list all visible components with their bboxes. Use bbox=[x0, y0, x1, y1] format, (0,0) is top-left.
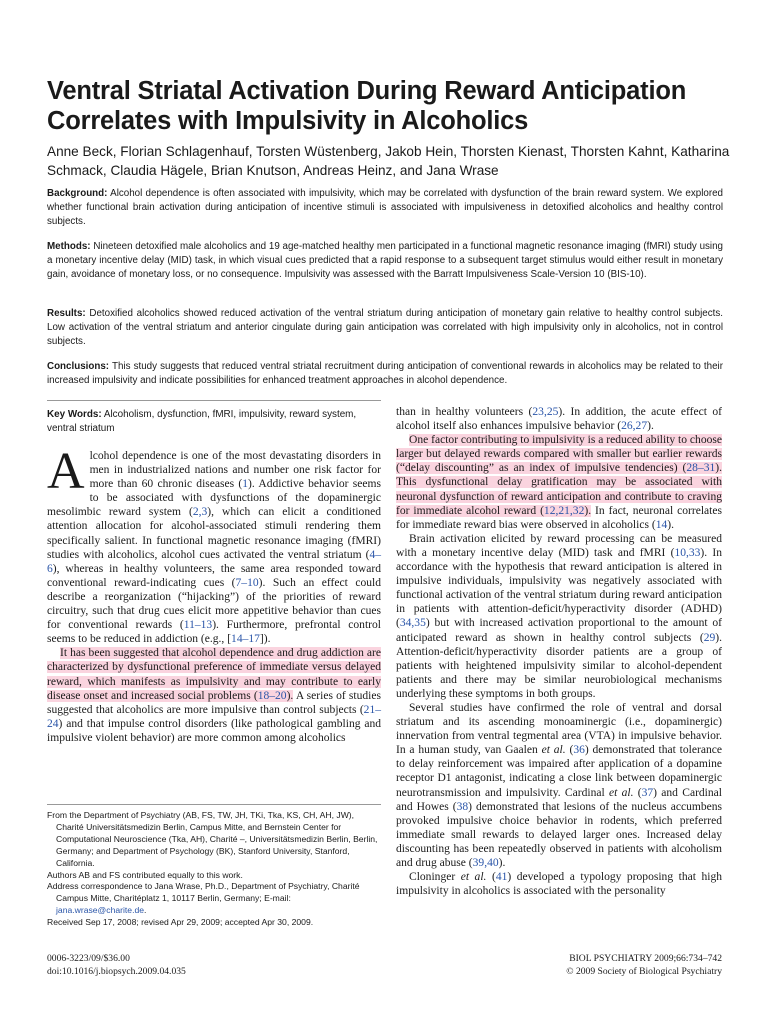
citation-link[interactable]: 28–31 bbox=[686, 462, 716, 475]
text-run: than in healthy volunteers ( bbox=[396, 406, 533, 418]
keywords bbox=[47, 408, 381, 436]
footer-left bbox=[47, 952, 186, 978]
citation-link[interactable]: 14–17 bbox=[231, 633, 260, 646]
abstract-label: Methods: bbox=[47, 241, 91, 252]
citation-link[interactable]: 26,27 bbox=[621, 420, 648, 433]
text-run: A series of studies suggested that alcoholics are more impulsive than control subjects ( bbox=[47, 689, 381, 716]
citation-link[interactable]: 21–24 bbox=[47, 703, 381, 730]
text-run: ), whereas in healthy volunteers, the same area responded toward conventional reward-indicating cues ( bbox=[47, 562, 381, 589]
citation-link[interactable]: 11–13 bbox=[183, 619, 213, 632]
text-run: One factor contributing to impulsivity is a reduced ability to choose larger but delayed rewards compared with smaller but earlier rewards (“delay discounting” as an index of impulsive tendencies) ( bbox=[396, 434, 722, 475]
keywords-divider bbox=[47, 400, 381, 401]
abstract-label: Conclusions: bbox=[47, 361, 110, 372]
text-run: ). bbox=[498, 857, 506, 869]
text-run: ). This dysfunctional delay gratification may be associated with neuronal dysfunction of reward anticipation and contribute to craving for immediate alcohol reward ( bbox=[396, 462, 722, 517]
text-run: In fact, neuronal correlates for immediate reward bias were observed in alcoholics ( bbox=[396, 504, 722, 531]
body-left-column bbox=[47, 443, 381, 745]
citation-link[interactable]: 14 bbox=[655, 518, 668, 531]
footer-right bbox=[566, 952, 722, 978]
abstract-methods bbox=[47, 240, 723, 282]
text-run: et al. bbox=[608, 786, 634, 799]
citation-link[interactable]: 37 bbox=[641, 786, 654, 799]
citation-link[interactable]: 4–6 bbox=[47, 548, 381, 575]
text-run: ( bbox=[486, 871, 496, 884]
text-run: ( bbox=[565, 744, 574, 757]
paragraph bbox=[396, 701, 722, 870]
abstract-text: Nineteen detoxified male alcoholics and 19 age-matched healthy men participated in a functional magnetic resonance imaging (fMRI) study using a monetary incentive delay (MID) task, in which visual cues predicted that a rapid response to a subsequent target stimulus would either result in monetary gain, avoidance of monetary loss, or no consequence. Impulsivity was assessed with the Barratt Impulsiveness Scale-Version 10 (BIS-10). bbox=[47, 241, 723, 280]
text-run: et al. bbox=[541, 744, 566, 757]
text-run: ). Such an effect could describe a reorganization (“hijacking”) of the priorities of reward circuitry, such that drug cues elicit more appetitive behavior than cues for conventional rewards ( bbox=[47, 576, 381, 632]
keywords-label: Key Words: bbox=[47, 409, 102, 420]
received-dates: Received Sep 17, 2008; revised Apr 29, 2009; accepted Apr 30, 2009. bbox=[47, 917, 314, 928]
paragraph bbox=[396, 870, 722, 898]
citation-link[interactable]: 10,33 bbox=[674, 546, 701, 559]
correspondence-end: . bbox=[144, 905, 147, 916]
article-title: Ventral Striatal Activation During Reward Anticipation Correlates with Impulsivity in Alcoholics bbox=[47, 77, 687, 135]
text-run: ), which can elicit a conditioned attention allocation for alcohol-associated stimuli rendering them specifically salient. In functional magnetic resonance imaging (fMRI) studies with alcoholics, alcohol cues activated the ventral striatum ( bbox=[47, 506, 381, 561]
citation-link[interactable]: 2,3 bbox=[192, 506, 208, 519]
abstract-text: Detoxified alcoholics showed reduced activation of the ventral striatum during anticipation of monetary gain relative to healthy control subjects. Low activation of the ventral striatum and anterior cingulate during gain anticipation was correlated with high impulsivity only in alcoholics, not in control subjects. bbox=[47, 308, 723, 347]
keywords-text: Alcoholism, dysfunction, fMRI, impulsivity, reward system, ventral striatum bbox=[47, 409, 357, 434]
text-run: ) developed a typology proposing that high impulsivity in alcoholics is associated with the personality bbox=[396, 871, 722, 898]
citation-link[interactable]: 38 bbox=[456, 800, 469, 813]
text-run: lcohol dependence is one of the most devastating disorders in men in industrialized nations and number one risk factor for more than 60 chronic diseases ( bbox=[89, 450, 381, 491]
citation-link[interactable]: 41 bbox=[495, 871, 508, 884]
abstract-conclusions bbox=[47, 360, 723, 388]
citation-link[interactable]: 7–10 bbox=[235, 576, 259, 589]
text-run: ). bbox=[584, 504, 592, 517]
abstract-label: Background: bbox=[47, 188, 108, 199]
paragraph bbox=[396, 532, 722, 701]
paragraph bbox=[47, 646, 381, 745]
abstract-label: Results: bbox=[47, 308, 86, 319]
correspondence bbox=[47, 881, 381, 917]
paragraph bbox=[396, 405, 722, 433]
text-run: ) and Cardinal and Howes ( bbox=[396, 786, 722, 813]
abstract-text: This study suggests that reduced ventral striatal recruitment during anticipation of conventional rewards in alcoholics may be related to their increased impulsivity and indicate possibilities for enhanced treatment approaches in alcohol dependence. bbox=[47, 361, 723, 386]
text-run: ( bbox=[633, 786, 642, 799]
body-right-column bbox=[396, 405, 722, 898]
abstract-background bbox=[47, 187, 723, 229]
issn: 0006-3223/09/$36.00 bbox=[47, 953, 130, 964]
author-list: Anne Beck, Florian Schlagenhauf, Torsten Wüstenberg, Jakob Hein, Thorsten Kienast, Thorsten Kahnt, Katharina Schmack, Claudia Hägele, Brian Knutson, Andreas Heinz, and Jana Wrase bbox=[47, 144, 730, 178]
email-link[interactable]: jana.wrase@charite.de bbox=[56, 905, 145, 916]
correspondence-address: Address correspondence to Jana Wrase, Ph.D., Department of Psychiatry, Charité Campus Mitte, Charitéplatz 1, 10117 Berlin, Germany; E-mail: bbox=[47, 881, 360, 904]
text-run: Brain activation elicited by reward processing can be measured with a monetary incentive delay (MID) task and fMRI ( bbox=[396, 532, 722, 559]
text-run: ]). bbox=[259, 633, 271, 646]
citation-link[interactable]: 12,21,32 bbox=[543, 504, 585, 517]
paragraph bbox=[47, 443, 381, 646]
doi: doi:10.1016/j.biopsych.2009.04.035 bbox=[47, 966, 186, 977]
footnote-divider bbox=[47, 804, 381, 805]
text-run: et al. bbox=[460, 871, 487, 884]
text-run: ). Attention-deficit/hyperactivity disorder patients are a group of patients with heightened impulsivity similar to alcohol-dependent patients and there may be similar neurobiological mechanisms underlying these symptoms in both groups. bbox=[396, 631, 722, 700]
citation-link[interactable]: 18–20 bbox=[257, 689, 287, 702]
text-run: ). In addition, the acute effect of alcohol itself also enhances impulsive behavior ( bbox=[396, 406, 722, 433]
text-run: ) demonstrated that lesions of the nucleus accumbens provoked impulsive choice behavior in rodents, which preferred immediate small rewards to delayed larger ones. Increased delay discounting has been repeatedly observed in patients with alcoholism and drug abuse ( bbox=[396, 800, 722, 869]
text-run: ). Addictive behavior seems to be associated with dysfunctions of the dopaminergic mesolimbic reward system ( bbox=[47, 478, 381, 519]
text-run: It has been suggested that alcohol dependence and drug addiction are characterized by dysfunctional preference of immediate versus delayed reward, which manifests as impulsivity and may contribute to early disease onset and increased social problems ( bbox=[47, 647, 381, 702]
citation-link[interactable]: 39,40 bbox=[472, 857, 499, 869]
drop-cap: A bbox=[47, 443, 85, 500]
citation-link[interactable]: 34,35 bbox=[399, 617, 426, 630]
citation-link[interactable]: 1 bbox=[242, 478, 249, 491]
text-run: ) demonstrated that tolerance to delay reinforcement was impaired after application of a dopamine receptor D1 antagonist, indicating a close link between dopaminergic neurotransmission and impulsivity. Cardinal bbox=[396, 744, 722, 799]
paragraph bbox=[396, 433, 722, 532]
affiliations: From the Department of Psychiatry (AB, FS, TW, JH, TKi, Tka, KS, CH, AH, JW), Charité Universitätsmedizin Berlin, Campus Mitte, and Bernstein Center for Computational Neuroscience (Tka, AH), Charité –, Universitätsmedizin Berlin, Berlin, Germany; and Department of Psychology (BK), Stanford University, Stanford, California. bbox=[47, 810, 378, 868]
citation-link[interactable]: 29 bbox=[703, 631, 716, 644]
text-run: Cloninger bbox=[409, 871, 461, 884]
abstract-results bbox=[47, 307, 723, 349]
text-run: ). bbox=[647, 420, 654, 433]
footnotes bbox=[47, 810, 381, 929]
citation-link[interactable]: 23,25 bbox=[532, 406, 559, 418]
text-run: ). bbox=[286, 689, 294, 702]
text-run: Several studies have confirmed the role of ventral and dorsal striatum and its ascending monoaminergic (i.e., dopaminergic) innervation from ventral tegmental area (VTA) in impulsive behavior. In a human study, van Gaalen bbox=[396, 701, 722, 757]
text-run: ) but with increased activation proportional to the amount of anticipated reward as shown in healthy control subjects ( bbox=[396, 617, 722, 644]
abstract-text: Alcohol dependence is often associated with impulsivity, which may be correlated with dysfunction of the brain reward system. We explored whether functional brain activation during anticipation of incentive stimuli is associated with impulsiveness in detoxified alcoholics and healthy control subjects. bbox=[47, 188, 723, 227]
text-run: ) and that impulse control disorders (like pathological gambling and impulsive violent behavior) are more common among alcoholics bbox=[47, 717, 381, 744]
equal-contribution: Authors AB and FS contributed equally to this work. bbox=[47, 869, 243, 880]
journal-citation: BIOL PSYCHIATRY 2009;66:734–742 bbox=[569, 953, 722, 964]
text-run: ). In accordance with the hypothesis that reward anticipation is altered in impulsive individuals, impulsivity was negatively associated with functional activation of the ventral striatum during reward anticipation in patients with attention-deficit/hyperactivity disorder (ADHD) ( bbox=[396, 546, 722, 630]
text-run: ). bbox=[667, 518, 674, 531]
copyright: © 2009 Society of Biological Psychiatry bbox=[566, 966, 722, 977]
citation-link[interactable]: 36 bbox=[573, 744, 585, 757]
text-run: ). Furthermore, prefrontal control seems to be reduced in addiction (e.g., [ bbox=[47, 619, 381, 646]
